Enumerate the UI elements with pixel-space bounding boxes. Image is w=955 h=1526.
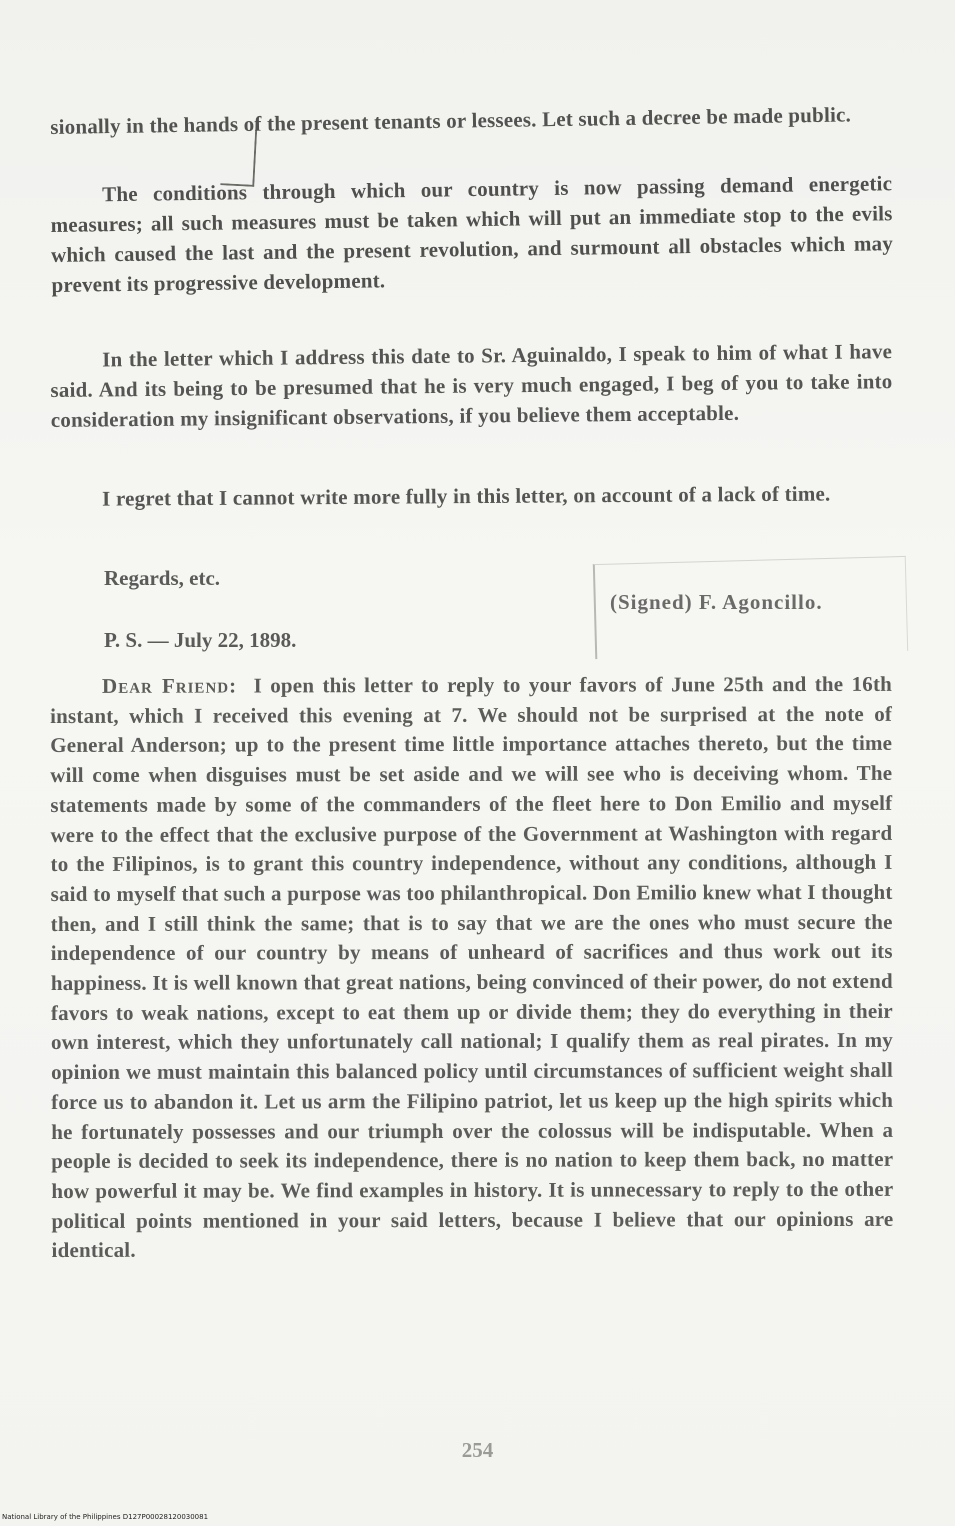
paragraph-decree: sionally in the hands of the present tenants or lessees. Let such a decree be made public. xyxy=(50,102,852,139)
paragraph-conditions: The conditions through which our country is now passing demand energetic measures; all such measures must be taken which will put an immediate stop to the evils which caused the last and the present revolution, and surmount all obstacles which may prevent its progressive development. xyxy=(50,171,894,297)
postscript-date: P. S. — July 22, 1898. xyxy=(104,628,297,652)
archive-credit-footer: National Library of the Philippines D127P00028120030081 xyxy=(2,1513,209,1521)
paragraph-regret: I regret that I cannot write more fully in this letter, on account of a lack of time. xyxy=(102,481,831,511)
paragraph-postscript-body xyxy=(50,670,894,1266)
closing-regards: Regards, etc. xyxy=(104,566,221,590)
signature-line: (Signed) F. Agoncillo. xyxy=(610,590,823,614)
paragraph-letter-to-aguinaldo: In the letter which I address this date to Sr. Aguinaldo, I speak to him of what I have said. And its being to be presumed that he is very much engaged, I beg of you to take into consideration my insignificant observations, if you believe them acceptable. xyxy=(50,339,893,432)
postscript-text: I open this letter to reply to your favors of June 25th and the 16th instant, which I received this evening at 7. We should not be surprised at the note of General Anderson; up to the present time little importance attaches thereto, but the time will come when disguises must be set aside and we will see who is deceiving whom. The statements made by some of the commanders of the fleet here to Don Emilio and myself were to the effect that the exclusive purpose of the Government at Washington with regard to the Filipinos, is to grant this country independence, without any conditions, although I said to myself that such a purpose was too philanthropical. Don Emilio knew what I thought then, and I still think the same; that is to say that we are the ones who must secure the independence of our country by means of unheard of sacrifices and thus work out its happiness. It is well known that great nations, being convinced of their power, do not extend favors to weak nations, except to eat them up or divide them; they do everything in their own interest, which they unfortunately call national; I qualify them as real pirates. In my opinion we must maintain this balanced policy until circumstances of sufficient weight shall force us to abandon it. Let us arm the Filipino patriot, let us keep up the high spirits which he fortunately possesses and our triumph over the colossus will be indisputable. When a people is decided to seek its independence, there is no nation to keep them back, no matter how powerful it may be. We find examples in history. It is unnecessary to reply to the other political points mentioned in your said letters, because I believe that our opinions are identical. xyxy=(50,671,894,1263)
salutation: Dear Friend: xyxy=(102,673,238,698)
page-number: 254 xyxy=(461,1438,494,1462)
